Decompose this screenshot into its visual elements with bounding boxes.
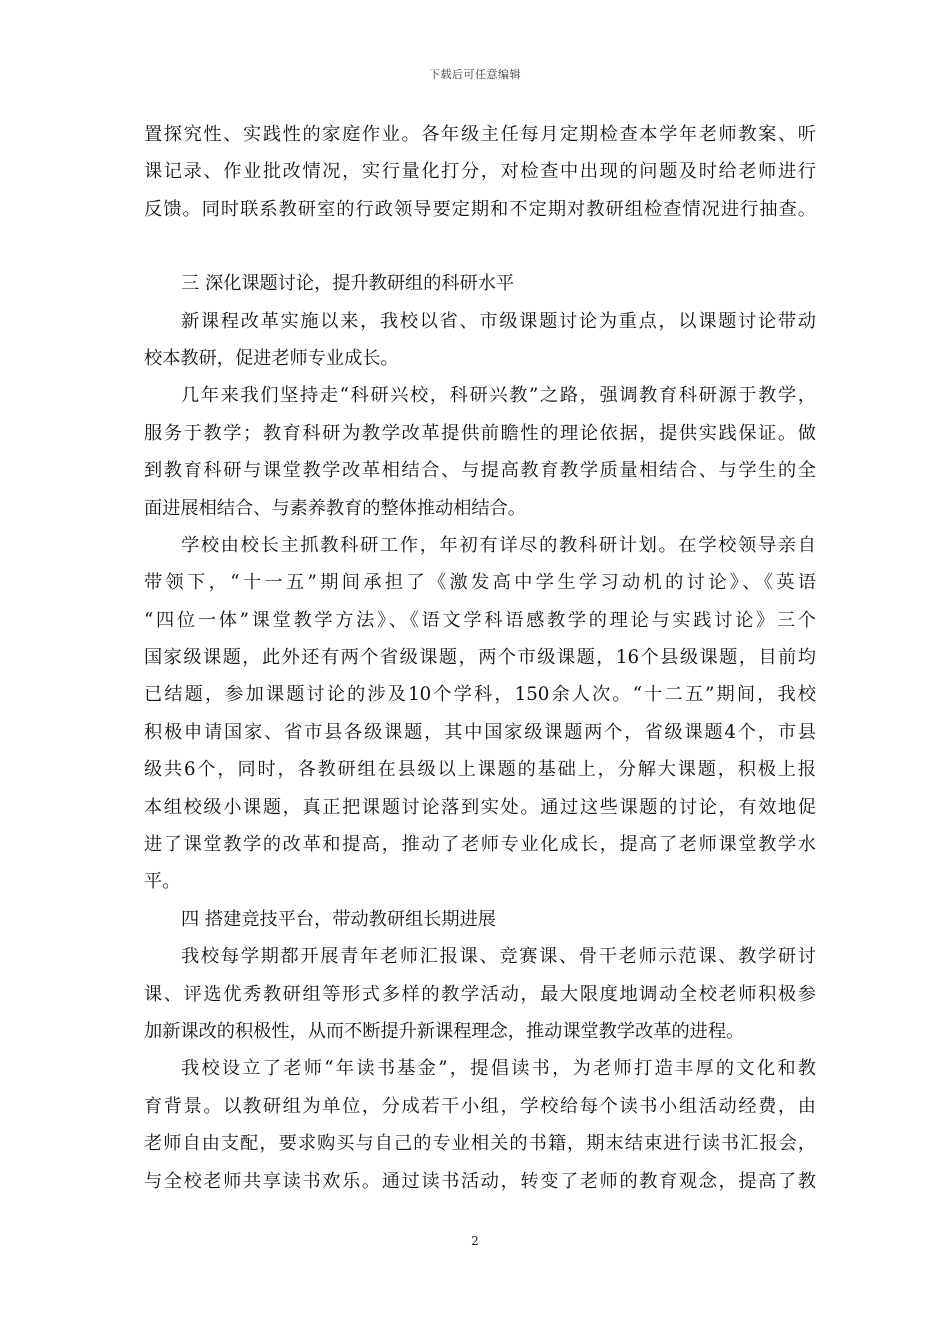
text-line: 已结题，参加课题讨论的涉及10个学科，150余人次。“十二五”期间，我校 [144,684,816,706]
section-heading-4: 四 搭建竞技平台，带动教研组长期进展 [181,908,496,930]
text-line: 国家级课题，此外还有两个省级课题，两个市级课题，16个县级课题，目前均 [144,647,816,669]
text-line: 课记录、作业批改情况，实行量化打分，对检查中出现的问题及时给老师进行 [144,161,816,183]
text-line: 积极申请国家、省市县各级课题，其中国家级课题两个，省级课题4个，市县 [144,721,816,743]
text-line: 校本教研，促进老师专业成长。 [144,347,399,369]
paragraph [144,527,816,901]
paragraph [144,938,816,1050]
text-line: 我校每学期都开展青年老师汇报课、竞赛课、骨干老师示范课、教学研讨 [181,946,816,968]
paragraph [144,1050,816,1200]
page-number: 2 [471,1234,479,1248]
text-line: 带领下，“十一五”期间承担了《激发高中学生学习动机的讨论》、《英语 [144,572,816,594]
document-body [144,116,816,1200]
text-line: 新课程改革实施以来，我校以省、市级课题讨论为重点，以课题讨论带动 [181,310,816,332]
paragraph [144,377,816,527]
text-line: “四位一体”课堂教学方法》、《语文学科语感教学的理论与实践讨论》三个 [144,609,816,631]
paragraph-gap [144,228,816,265]
paragraph [144,303,816,378]
text-line: 与全校老师共享读书欢乐。通过读书活动，转变了老师的教育观念，提高了教 [144,1170,816,1192]
text-line: 级共6个，同时，各教研组在县级以上课题的基础上，分解大课题，积极上报 [144,759,816,781]
text-line: 进了课堂教学的改革和提高，推动了老师专业化成长，提高了老师课堂教学水 [144,834,816,856]
text-line: 我校设立了老师“年读书基金”，提倡读书，为老师打造丰厚的文化和教 [181,1058,816,1080]
text-line: 本组校级小课题，真正把课题讨论落到实处。通过这些课题的讨论，有效地促 [144,796,816,818]
text-line: 面进展相结合、与素养教育的整体推动相结合。 [144,497,526,519]
text-line: 反馈。同时联系教研室的行政领导要定期和不定期对教研组检查情况进行抽查。 [144,198,816,220]
text-line: 老师自由支配，要求购买与自己的专业相关的书籍，期末结束进行读书汇报会， [144,1133,816,1155]
text-line: 课、评选优秀教研组等形式多样的教学活动，最大限度地调动全校老师积极参 [144,983,816,1005]
page-header: 下载后可任意编辑 [429,68,521,81]
text-line: 育背景。以教研组为单位，分成若干小组，学校给每个读书小组活动经费，由 [144,1095,816,1117]
text-line: 几年来我们坚持走“科研兴校，科研兴教”之路，强调教育科研源于教学， [181,385,816,407]
text-line: 加新课改的积极性，从而不断提升新课程理念，推动课堂教学改革的进程。 [144,1020,745,1042]
text-line: 置探究性、实践性的家庭作业。各年级主任每月定期检查本学年老师教案、听 [144,124,816,145]
text-line: 到教育科研与课堂教学改革相结合、与提高教育教学质量相结合、与学生的全 [144,460,816,482]
text-line: 平。 [144,871,181,893]
text-line: 服务于教学；教育科研为教学改革提供前瞻性的理论依据，提供实践保证。做 [144,422,816,444]
paragraph [144,116,816,228]
section-heading-3: 三 深化课题讨论，提升教研组的科研水平 [181,273,515,295]
text-line: 学校由校长主抓教科研工作，年初有详尽的教科研计划。在学校领导亲自 [181,534,816,556]
